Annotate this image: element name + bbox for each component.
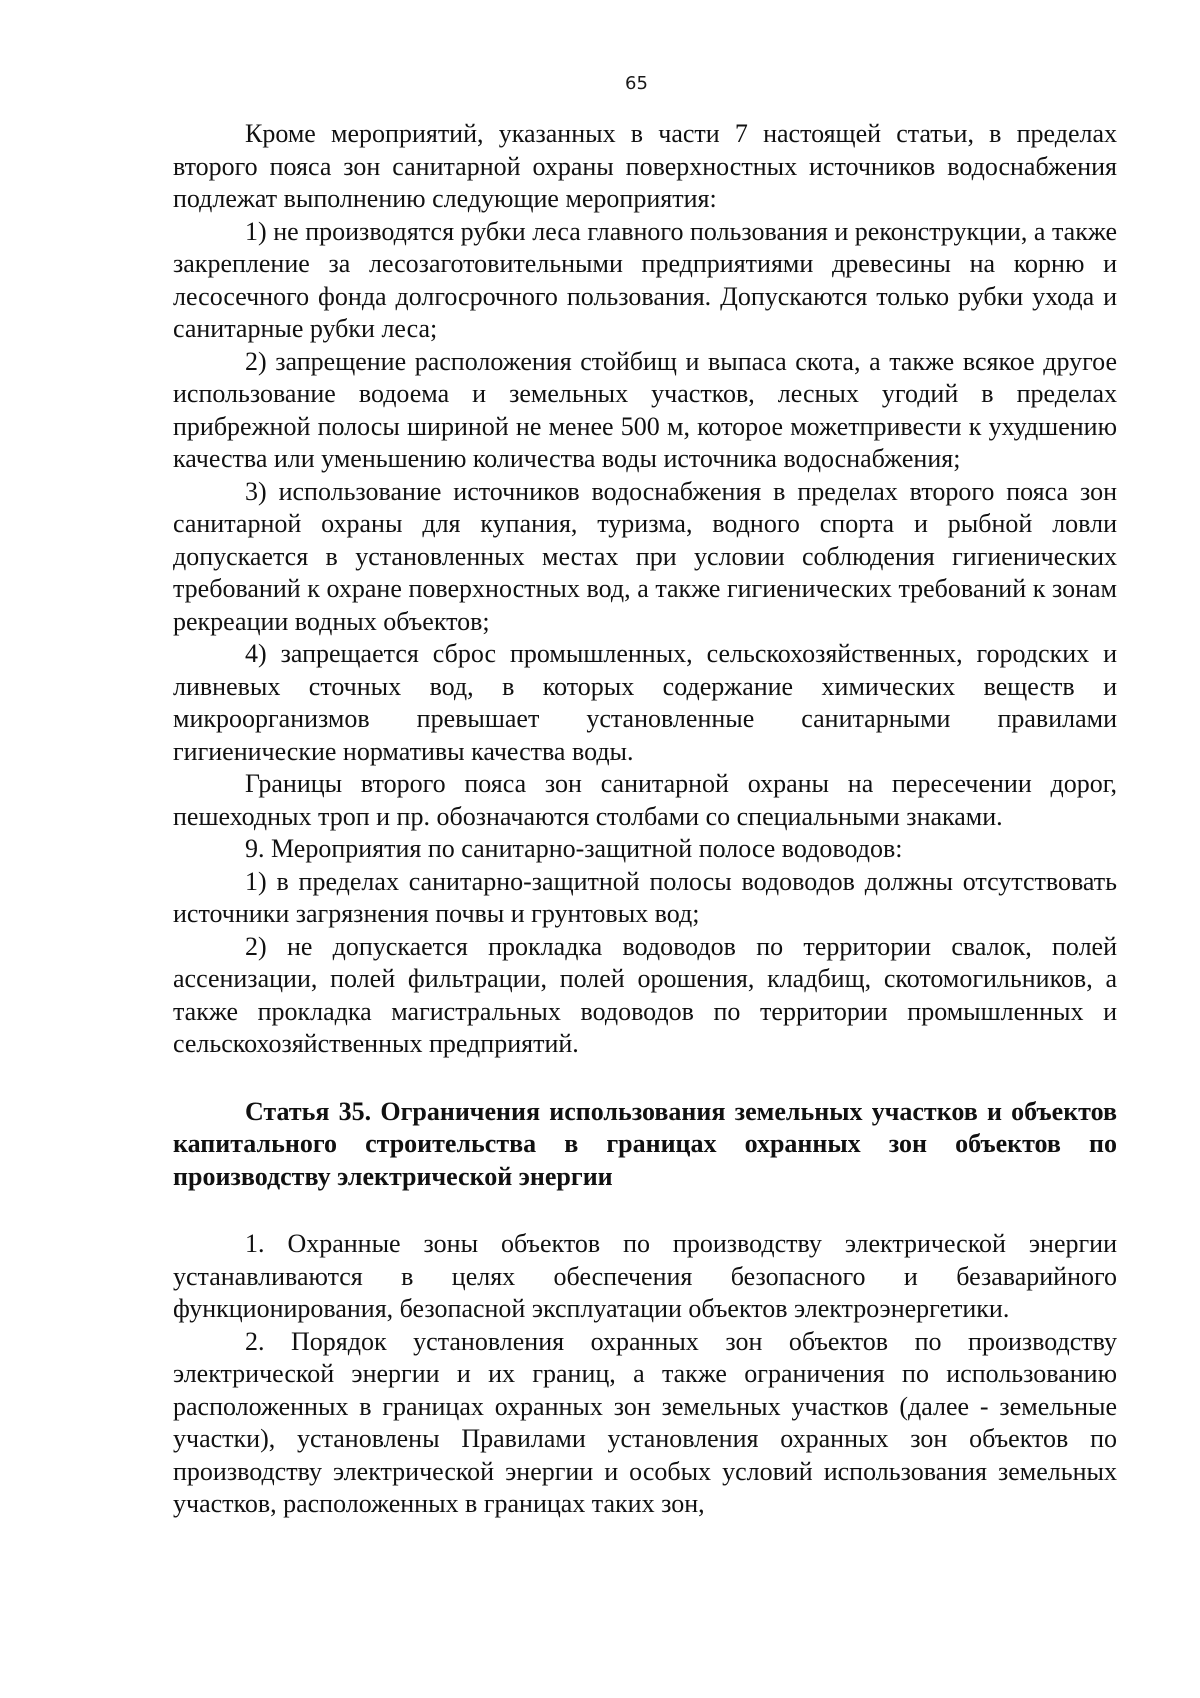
paragraph-article-35-item-1: 1. Охранные зоны объектов по производству электрической энергии устанавливаются в целях обеспечения безопасного и безаварийного функционирования, безопасной эксплуатации объектов электроэнергетики.	[173, 1229, 1117, 1323]
paragraph-intro: Кроме мероприятий, указанных в части 7 настоящей статьи, в пределах второго пояса зон санитарной охраны поверхностных источников водоснабжения подлежат выполнению следующие мероприятия:	[173, 119, 1117, 213]
paragraph-section-9-item-2: 2) не допускается прокладка водоводов по территории свалок, полей ассенизации, полей фильтрации, полей орошения, кладбищ, скотомогильников, а также прокладка магистральных водоводов по территории промышленных и сельскохозяйственных предприятий.	[173, 931, 1117, 1058]
paragraph-boundaries: Границы второго пояса зон санитарной охраны на пересечении дорог, пешеходных троп и пр. обозначаются столбами со специальными знаками.	[173, 769, 1117, 831]
document-body	[173, 118, 1117, 1521]
paragraph-article-35-item-2: 2. Порядок установления охранных зон объектов по производству электрической энергии и их границ, а также ограничения по использованию расположенных в границах охранных зон земельных участков (далее - земельные участки), установлены Правилами установления охранных зон объектов по производству электрической энергии и особых условий использования земельных участков, расположенных в границах таких зон,	[173, 1326, 1117, 1518]
paragraph-item-2: 2) запрещение расположения стойбищ и выпаса скота, а также всякое другое использование водоема и земельных участков, лесных угодий в пределах прибрежной полосы шириной не менее 500 м, которое можетпривести к ухудшению качества или уменьшению количества воды источника водоснабжения;	[173, 346, 1117, 473]
paragraph-section-9-item-1: 1) в пределах санитарно-защитной полосы водоводов должны отсутствовать источники загрязнения почвы и грунтовых вод;	[173, 866, 1117, 928]
paragraph-item-4: 4) запрещается сброс промышленных, сельскохозяйственных, городских и ливневых сточных вод, в которых содержание химических веществ и микроорганизмов превышает установленные санитарными правилами гигиенические нормативы качества воды.	[173, 639, 1117, 766]
paragraph-section-9: 9. Мероприятия по санитарно-защитной полосе водоводов:	[245, 834, 903, 863]
paragraph-item-1: 1) не производятся рубки леса главного пользования и реконструкции, а также закрепление за лесозаготовительными предприятиями древесины на корню и лесосечного фонда долгосрочного пользования. Допускаются только рубки ухода и санитарные рубки леса;	[173, 216, 1117, 343]
page-number: 65	[625, 73, 648, 94]
paragraph-item-3: 3) использование источников водоснабжения в пределах второго пояса зон санитарной охраны для купания, туризма, водного спорта и рыбной ловли допускается в установленных местах при условии соблюдения гигиенических требований к охране поверхностных вод, а также гигиенических требований к зонам рекреации водных объектов;	[173, 476, 1117, 636]
article-heading: Статья 35. Ограничения использования земельных участков и объектов капитального строительства в границах охранных зон объектов по производству электрической энергии	[173, 1096, 1117, 1191]
